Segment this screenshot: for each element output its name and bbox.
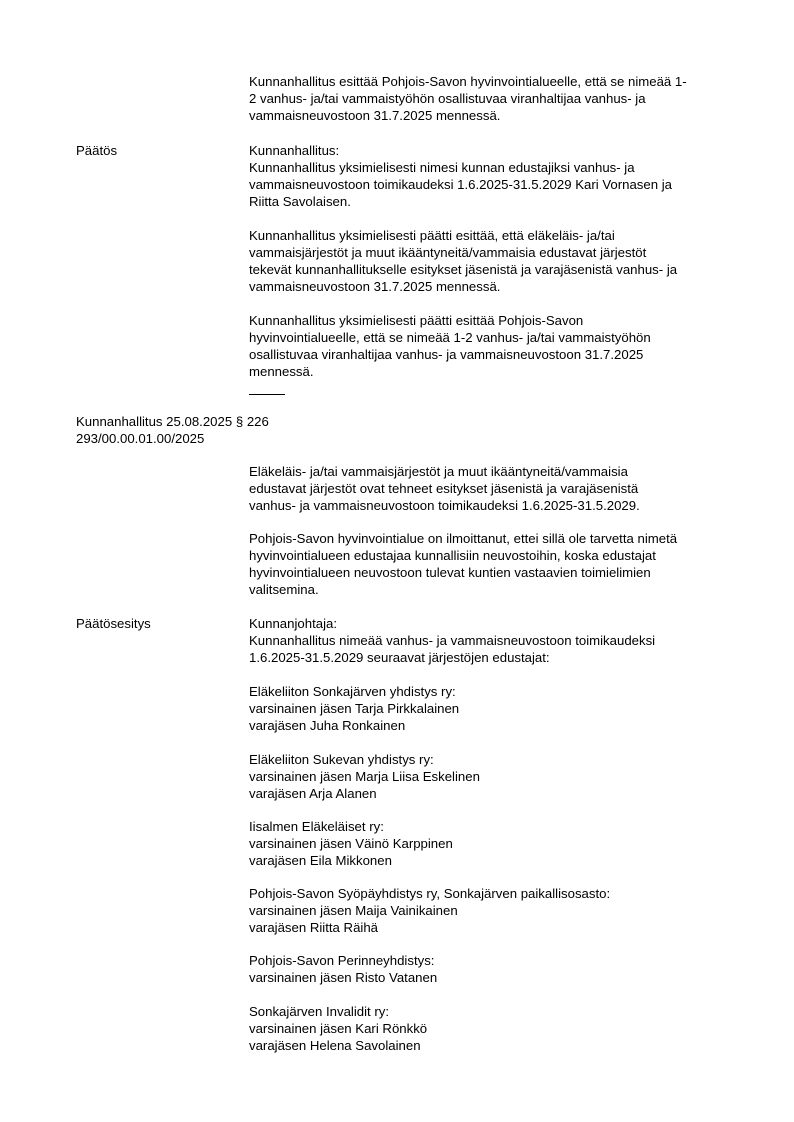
deputy-line: varajäsen Arja Alanen (249, 786, 377, 801)
member-line: varsinainen jäsen Tarja Pirkkalainen (249, 701, 460, 716)
organization-name: Sonkajärven Invalidit ry: (249, 1004, 390, 1019)
text-line: mennessä. (249, 364, 314, 379)
meeting-title: Kunnanhallitus 25.08.2025 § 226 (76, 414, 269, 429)
text-line: Kunnanhallitus esittää Pohjois-Savon hyvinvointialueelle, että se nimeää 1- (249, 74, 687, 89)
decision-paragraph-2 (249, 227, 749, 295)
member-line: varsinainen jäsen Maija Vainikainen (249, 903, 458, 918)
organization-name: Iisalmen Eläkeläiset ry: (249, 819, 384, 834)
proposal-speaker: Kunnanjohtaja: (249, 616, 337, 631)
text-line: 1.6.2025-31.5.2029 seuraavat järjestöjen edustajat: (249, 650, 550, 665)
text-line: Kunnanhallitus yksimielisesti nimesi kunnan edustajiksi vanhus- ja (249, 160, 635, 175)
text-line: Riitta Savolaisen. (249, 194, 351, 209)
text-line: Eläkeläis- ja/tai vammaisjärjestöt ja muut ikääntyneitä/vammaisia (249, 464, 628, 479)
organization-name: Eläkeliiton Sukevan yhdistys ry: (249, 752, 434, 767)
organization-group (249, 885, 749, 936)
text-line: hyvinvointialueen neuvostoon tulevat kuntien vastaavien toimielimien (249, 565, 651, 580)
text-line: Kunnanhallitus nimeää vanhus- ja vammaisneuvostoon toimikaudeksi (249, 633, 656, 648)
text-line: edustavat järjestöt ovat tehneet esitykset jäsenistä ja varajäsenistä (249, 481, 639, 496)
text-line: vammaisneuvostoon toimikaudeksi 1.6.2025-31.5.2029 Kari Vornasen ja (249, 177, 672, 192)
meeting-header (76, 413, 269, 447)
organization-group (249, 683, 749, 734)
organization-name: Eläkeliiton Sonkajärven yhdistys ry: (249, 684, 456, 699)
text-line: Kunnanhallitus yksimielisesti päätti esittää, että eläkeläis- ja/tai (249, 228, 615, 243)
decision-section (249, 142, 749, 210)
text-line: 2 vanhus- ja/tai vammaistyöhön osallistuvaa viranhaltijaa vanhus- ja (249, 91, 646, 106)
text-line: hyvinvointialueelle, että se nimeää 1-2 vanhus- ja/tai vammaistyöhön (249, 330, 651, 345)
meeting-reference: 293/00.00.01.00/2025 (76, 431, 205, 446)
organization-group (249, 1003, 749, 1054)
text-line: Kunnanhallitus yksimielisesti päätti esittää Pohjois-Savon (249, 313, 584, 328)
text-line: osallistuvaa viranhaltijaa vanhus- ja vammaisneuvostoon 31.7.2025 (249, 347, 644, 362)
member-line: varsinainen jäsen Marja Liisa Eskelinen (249, 769, 480, 784)
deputy-line: varajäsen Riitta Räihä (249, 920, 379, 935)
decision-speaker: Kunnanhallitus: (249, 143, 340, 158)
organization-group (249, 818, 749, 869)
text-line: vammaisjärjestöt ja muut ikääntyneitä/vammaisia edustavat järjestöt (249, 245, 647, 260)
organization-group (249, 952, 749, 986)
meeting-paragraph-2 (249, 530, 749, 598)
organization-group (249, 751, 749, 802)
member-line: varsinainen jäsen Kari Rönkkö (249, 1021, 428, 1036)
text-line: vammaisneuvostoon 31.7.2025 mennessä. (249, 279, 501, 294)
text-line: hyvinvointialueen edustajaa kunnallisiin neuvostoihin, koska edustajat (249, 548, 656, 563)
organization-name: Pohjois-Savon Syöpäyhdistys ry, Sonkajärven paikallisosasto: (249, 886, 611, 901)
decision-label: Päätös (76, 143, 118, 158)
proposal-label: Päätösesitys (76, 616, 151, 631)
deputy-line: varajäsen Juha Ronkainen (249, 718, 406, 733)
decision-paragraph-3 (249, 312, 749, 380)
proposal-section (249, 615, 749, 666)
text-line: tekevät kunnanhallitukselle esitykset jäsenistä ja varajäsenistä vanhus- ja (249, 262, 678, 277)
member-line: varsinainen jäsen Risto Vatanen (249, 970, 438, 985)
text-line: vammaisneuvostoon 31.7.2025 mennessä. (249, 108, 501, 123)
section-divider (249, 394, 285, 395)
intro-paragraph (249, 73, 749, 124)
text-line: vanhus- ja vammaisneuvostoon toimikaudeksi 1.6.2025-31.5.2029. (249, 498, 640, 513)
meeting-paragraph-1 (249, 463, 749, 514)
organization-name: Pohjois-Savon Perinneyhdistys: (249, 953, 435, 968)
text-line: valitsemina. (249, 582, 319, 597)
member-line: varsinainen jäsen Väinö Karppinen (249, 836, 453, 851)
text-line: Pohjois-Savon hyvinvointialue on ilmoittanut, ettei sillä ole tarvetta nimetä (249, 531, 678, 546)
deputy-line: varajäsen Helena Savolainen (249, 1038, 421, 1053)
deputy-line: varajäsen Eila Mikkonen (249, 853, 392, 868)
